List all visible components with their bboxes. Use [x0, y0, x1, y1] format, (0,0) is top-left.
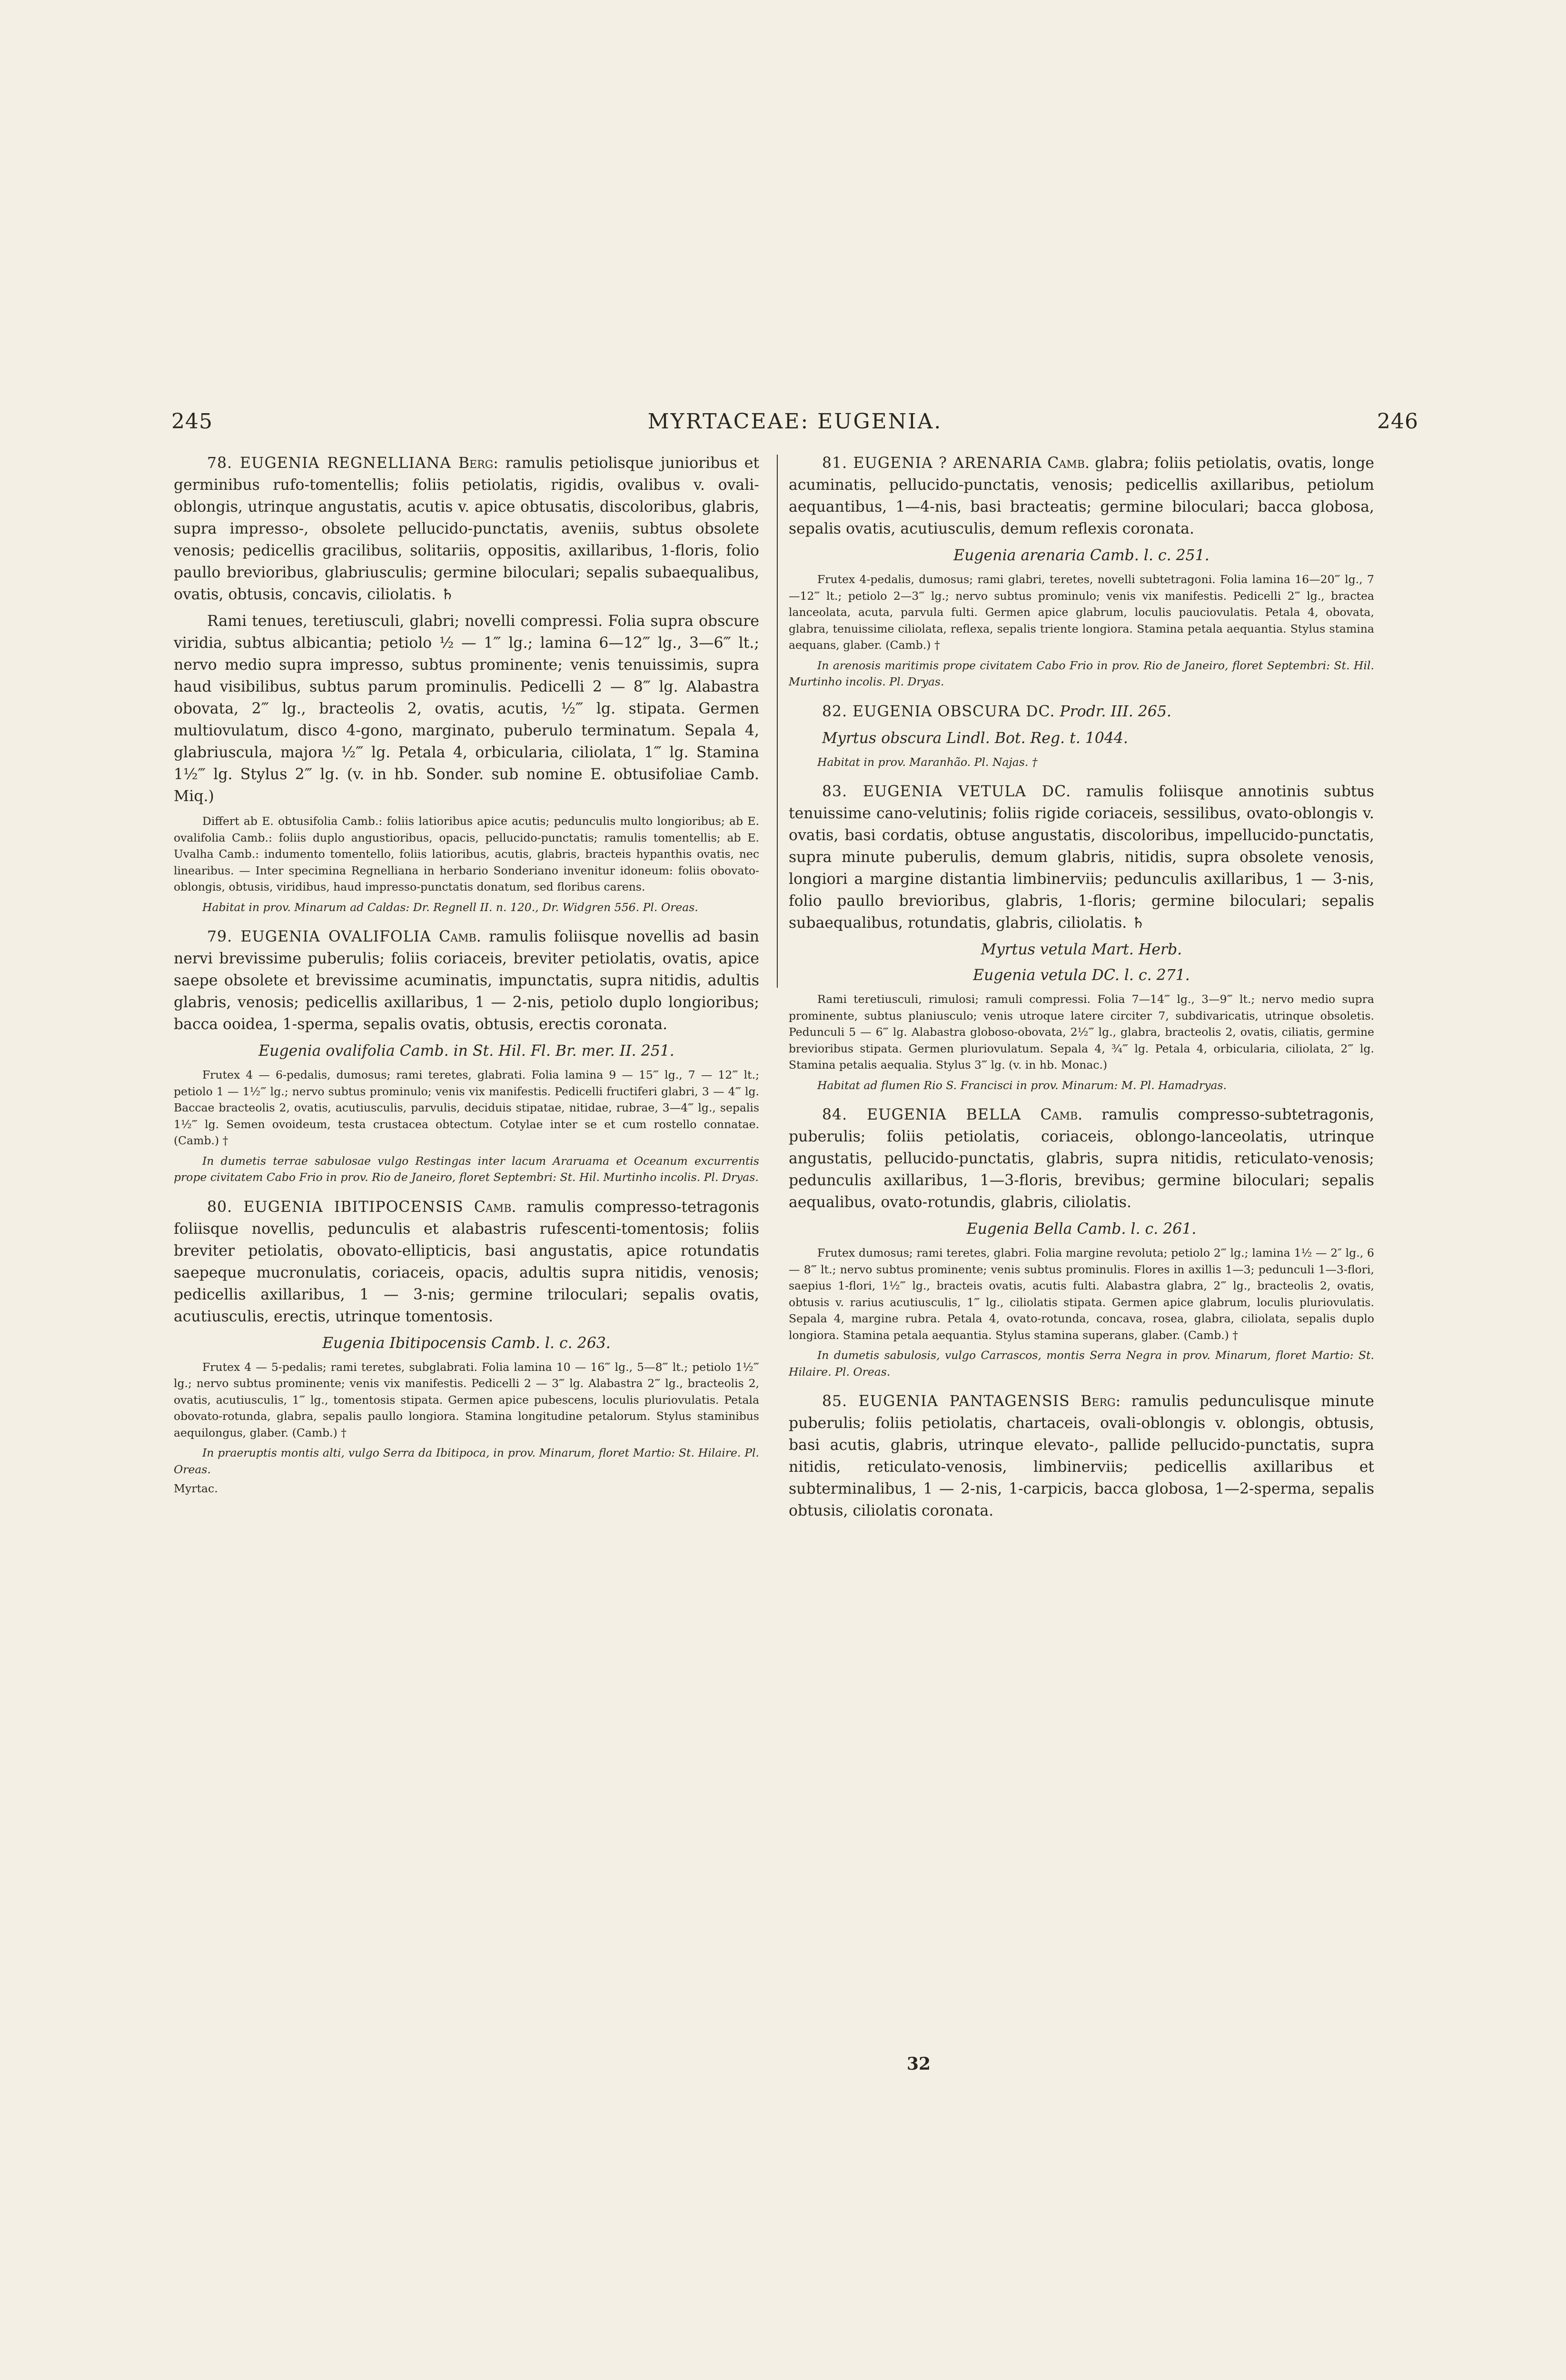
species-heading: 82. EUGENIA OBSCURA DC. [822, 703, 1055, 720]
species-diagnosis: glabra; foliis petiolatis, ovatis, longe acuminatis, pellucido-punctatis, venosis; pedicellis axillaribus, petiolum aequantibus, 1—4-nis, basi bracteatis; germine biloculari; bacca globosa, sepalis ovatis, acutiusculis, demum reflexis coronata. [789, 455, 1374, 537]
species-description: Rami teretiusculi, rimulosi; ramuli compressi. Folia 7—14‴ lg., 3—9‴ lt.; nervo medio supra prominente, subtus planiusculo; venis utroque latere circiter 7, subdivaricatis, utrinque obsoletis. Pedunculi 5 — 6‴ lg. Alabastra globoso-obovata, 2½‴ lg., glabra, bracteolis 2, ovatis, ciliatis, germine brevioribus stipata. Germen pluriovulatum. Sepala 4, ¾‴ lg. Petala 4, orbicularia, ciliolata, 2‴ lg. Stamina petalis aequalia. Stylus 3‴ lg. (v. in hb. Monac.) [789, 992, 1374, 1071]
species-heading: 83. EUGENIA VETULA DC. [822, 783, 1071, 800]
species-diagnosis: ramulis foliisque novellis ad basin nervi brevissime puberulis; foliis coriaceis, breviter petiolatis, ovatis, apice saepe obsolete et brevissime acuminatis, impunctatis, supra nitidis, adultis glabris, venosis; pedicellis axillaribus, 1 — 2-nis, petiolo duplo longioribus; bacca ooidea, 1-sperma, sepalis ovatis, obtusis, erectis coronata. [174, 928, 760, 1033]
species-diagnosis: ramulis compresso-tetragonis foliisque novellis, pedunculis et alabastris rufescenti-tomentosis; foliis breviter petiolatis, obovato-ellipticis, basi angustatis, apice rotundatis saepeque mucronulatis, coriaceis, opacis, adultis supra nitidis, venosis; pedicellis axillaribus, 1 — 3-nis; germine triloculari; sepalis ovatis, acutiusculis, erectis, utrinque tomentosis. [174, 1198, 759, 1325]
species-note: Differt ab E. obtusifolia Camb.: foliis latioribus apice acutis; pedunculis multo longioribus; ab E. ovalifolia Camb.: foliis duplo angustioribus, opacis, pellucido-punctatis; ramulis tomentellis; ab E. Uvalha Camb.: indumento tomentello, foliis latioribus, acutis, glabris, bracteis hypanthis ovatis, nec linearibus. — Inter specimina Regnelliana in herbario Sonderiano invenitur idoneum: foliis obovato-oblongis, obtusis, viridibus, haud impresso-punctatis donatum, sed floribus carens. [174, 814, 759, 893]
species-habitat: Habitat in prov. Maranhão. Pl. Najas. † [817, 755, 1038, 769]
species-diagnosis: ramulis foliisque annotinis subtus tenuissime cano-velutinis; foliis rigide coriaceis, sessilibus, ovato-oblongis v. ovatis, basi cordatis, obtuse angustatis, discoloribus, impellucido-punctatis, supra minute puberulis, demum glabris, nitidis, supra obsolete venosis, longiori a margine distantia limbinerviis; pedunculis axillaribus, 1 — 3-nis, folio paullo brevioribus, glabris, 1-floris; germine biloculari; sepalis subaequalibus, rotundatis, glabris, ciliolatis. ♄ [789, 783, 1374, 932]
species-heading: 85. EUGENIA PANTAGENSIS [822, 1393, 1070, 1410]
species-synonym: Eugenia arenaria Camb. l. c. 251. [953, 547, 1209, 564]
species-habitat: In arenosis maritimis prope civitatem Cabo Frio in prov. Rio de Janeiro, floret Septembri: St. Hil. Murtinho incolis. Pl. Dryas. [789, 658, 1374, 688]
species-habitat: In praeruptis montis alti, vulgo Serra da Ibitipoca, in prov. Minarum, floret Martio: St. Hilaire. Pl. Oreas. [174, 1446, 759, 1476]
species-author: Berg: [1080, 1393, 1121, 1410]
species-entry-84 [789, 1104, 1374, 1213]
species-habitat: Habitat ad flumen Rio S. Francisci in prov. Minarum: M. Pl. Hamadryas. [817, 1078, 1227, 1092]
species-diagnosis: ramulis pedunculisque minute puberulis; foliis petiolatis, chartaceis, ovali-oblongis v. oblongis, obtusis, basi acutis, glabris, utrinque elevato-, pallide pellucido-punctatis, supra nitidis, reticulato-venosis, limbinerviis; pedicellis axillaribus et subterminalibus, 1 — 2-nis, 1-carpicis, bacca globosa, 1—2-sperma, sepalis obtusis, ciliolatis coronata. [789, 1393, 1375, 1519]
catchword: Myrtac. [174, 1482, 218, 1495]
species-author: Camb. [1040, 1106, 1083, 1123]
species-description: Frutex 4-pedalis, dumosus; rami glabri, teretes, novelli subtetragoni. Folia lamina 16—20‴ lg., 7—12‴ lt.; petiolo 2—3‴ lg.; nervo subtus prominulo; venis vix manifestis. Pedicelli 2‴ lg., bractea lanceolata, acuta, parvula fulti. Germen apice glabrum, loculis pauciovulatis. Petala 4, obovata, glabra, tenuissime ciliolata, reflexa, sepalis triente longiora. Stamina petala aequantia. Stylus stamina aequans, glaber. (Camb.) † [789, 573, 1374, 652]
species-entry-85 [789, 1390, 1374, 1522]
species-reference: Prodr. III. 265. [1060, 703, 1172, 720]
species-author: Camb. [439, 928, 481, 945]
column-divider [777, 455, 778, 988]
species-heading: 78. EUGENIA REGNELLIANA [207, 455, 452, 472]
running-title: MYRTACEAE: EUGENIA. [647, 409, 942, 434]
species-description: Frutex dumosus; rami teretes, glabri. Folia margine revoluta; petiolo 2‴ lg.; lamina 1½ — 2″ lg., 6 — 8‴ lt.; nervo subtus prominente; venis subtus prominulis. Flores in axillis 1—3; pedunculi 1—3-flori, saepius 1-flori, 1½‴ lg., bracteis ovatis, acutis fulti. Alabastra glabra, 2‴ lg., bracteolis 2, ovatis, obtusis v. rarius acutiusculis, 1‴ lg., ciliolatis stipata. Germen apice glabrum, loculis pluriovulatis. Sepala 4, margine rubra. Petala 4, ovato-rotunda, concava, rosea, glabra, ciliolata, sepalis duplo longiora. Stamina petala aequantia. Stylus stamina superans, glaber. (Camb.) † [789, 1246, 1374, 1342]
species-description: Rami tenues, teretiusculi, glabri; novelli compressi. Folia supra obscure viridia, subtus albicantia; petiolo ½ — 1‴ lg.; lamina 6—12‴ lg., 3—6‴ lt.; nervo medio supra impresso, subtus prominente; venis tenuissimis, supra haud visibilibus, subtus parum prominulis. Pedicelli 2 — 8‴ lg. Alabastra obovata, 2‴ lg., bracteolis 2, ovatis, acutis, ½‴ lg. stipata. Germen multiovulatum, disco 4-gono, marginato, puberulo terminatum. Sepala 4, glabriuscula, majora ½‴ lg. Petala 4, orbicularia, ciliolata, 1‴ lg. Stamina 1½‴ lg. Stylus 2‴ lg. (v. in hb. Sonder. sub nomine E. obtusifoliae Camb. Miq.) [174, 613, 759, 805]
species-synonym: Eugenia vetula DC. l. c. 271. [973, 967, 1190, 984]
species-synonym: Eugenia Ibitipocensis Camb. l. c. 263. [322, 1334, 611, 1352]
page-number-left: 245 [171, 409, 213, 434]
species-habitat: In dumetis sabulosis, vulgo Carrascos, montis Serra Negra in prov. Minarum, floret Martio: St. Hilaire. Pl. Oreas. [789, 1349, 1374, 1378]
species-entry-81 [789, 452, 1374, 540]
species-entry-82 [789, 701, 1374, 723]
species-author: Camb. [474, 1198, 516, 1216]
species-synonym: Myrtus obscura Lindl. Bot. Reg. t. 1044. [822, 729, 1129, 747]
species-synonym: Eugenia ovalifolia Camb. in St. Hil. Fl. Br. mer. II. 251. [258, 1042, 674, 1060]
right-column [789, 452, 1374, 1527]
signature-mark: 32 [906, 2054, 931, 2074]
species-author: Berg: [458, 455, 498, 472]
species-entry-78 [174, 452, 759, 605]
species-habitat: Habitat in prov. Minarum ad Caldas: Dr. Regnell II. n. 120., Dr. Widgren 556. Pl. Oreas. [202, 900, 698, 914]
species-author: Camb. [1047, 455, 1090, 472]
species-description: Frutex 4 — 6-pedalis, dumosus; rami teretes, glabrati. Folia lamina 9 — 15‴ lg., 7 — 12‴ lt.; petiolo 1 — 1½‴ lg.; nervo subtus prominulo; venis vix manifestis. Pedicelli fructiferi glabri, 3 — 4‴ lg. Baccae bracteolis 2, ovatis, acutiusculis, parvulis, deciduis stipatae, nitidae, rubrae, 3—4‴ lg., sepalis 1½‴ lg. Semen ovoideum, testa crustacea obtectum. Cotylae inter se et cum rostello connatae. (Camb.) † [174, 1068, 759, 1147]
species-entry-80 [174, 1196, 759, 1328]
species-heading: 80. EUGENIA IBITIPOCENSIS [207, 1198, 464, 1216]
species-synonym: Eugenia Bella Camb. l. c. 261. [966, 1220, 1197, 1238]
running-header [171, 409, 1418, 443]
species-description: Frutex 4 — 5-pedalis; rami teretes, subglabrati. Folia lamina 10 — 16‴ lg., 5—8‴ lt.; petiolo 1½‴ lg.; nervo subtus prominente; venis vix manifestis. Pedicelli 2 — 3‴ lg. Alabastra 2‴ lg., bracteolis 2, ovatis, acutiusculis, 1‴ lg., tomentosis stipata. Germen apice pubescens, loculis pluriovulatis. Petala obovato-rotunda, glabra, sepalis paullo longiora. Stamina longitudine petalorum. Stylus staminibus aequilongus, glaber. (Camb.) † [174, 1360, 759, 1439]
species-diagnosis: ramulis petiolisque junioribus et germinibus rufo-tomentellis; foliis petiolatis, rigidis, ovalibus v. ovali-oblongis, utrinque angustatis, acutis v. apice obtusatis, discoloribus, glabris, supra impresso-, obsolete pellucido-punctatis, aveniis, subtus obsolete venosis; pedicellis gracilibus, solitariis, oppositis, axillaribus, 1-floris, folio paullo brevioribus, glabriusculis; germine biloculari; sepalis subaequalibus, ovatis, obtusis, concavis, ciliolatis. ♄ [174, 455, 759, 603]
species-heading: 84. EUGENIA BELLA [822, 1106, 1021, 1123]
species-entry-83 [789, 781, 1374, 934]
left-column [174, 452, 759, 1497]
page-number-right: 246 [1377, 409, 1418, 434]
species-entry-79 [174, 926, 759, 1035]
species-habitat: In dumetis terrae sabulosae vulgo Restingas inter lacum Araruama et Oceanum excurrentis prope civitatem Cabo Frio in prov. Rio de Janeiro, floret Septembri: St. Hil. Murtinho incolis. Pl. Dryas. [174, 1154, 759, 1184]
species-diagnosis: ramulis compresso-subtetragonis, puberulis; foliis petiolatis, coriaceis, oblongo-lanceolatis, utrinque angustatis, pellucido-punctatis, glabris, supra nitidis, reticulato-venosis; pedunculis axillaribus, 1—3-floris, brevibus; germine biloculari; sepalis aequalibus, ovato-rotundis, glabris, ciliolatis. [789, 1106, 1375, 1211]
species-synonym: Myrtus vetula Mart. Herb. [981, 941, 1182, 958]
species-heading: 81. EUGENIA ? ARENARIA [822, 455, 1042, 472]
species-heading: 79. EUGENIA OVALIFOLIA [207, 928, 431, 945]
